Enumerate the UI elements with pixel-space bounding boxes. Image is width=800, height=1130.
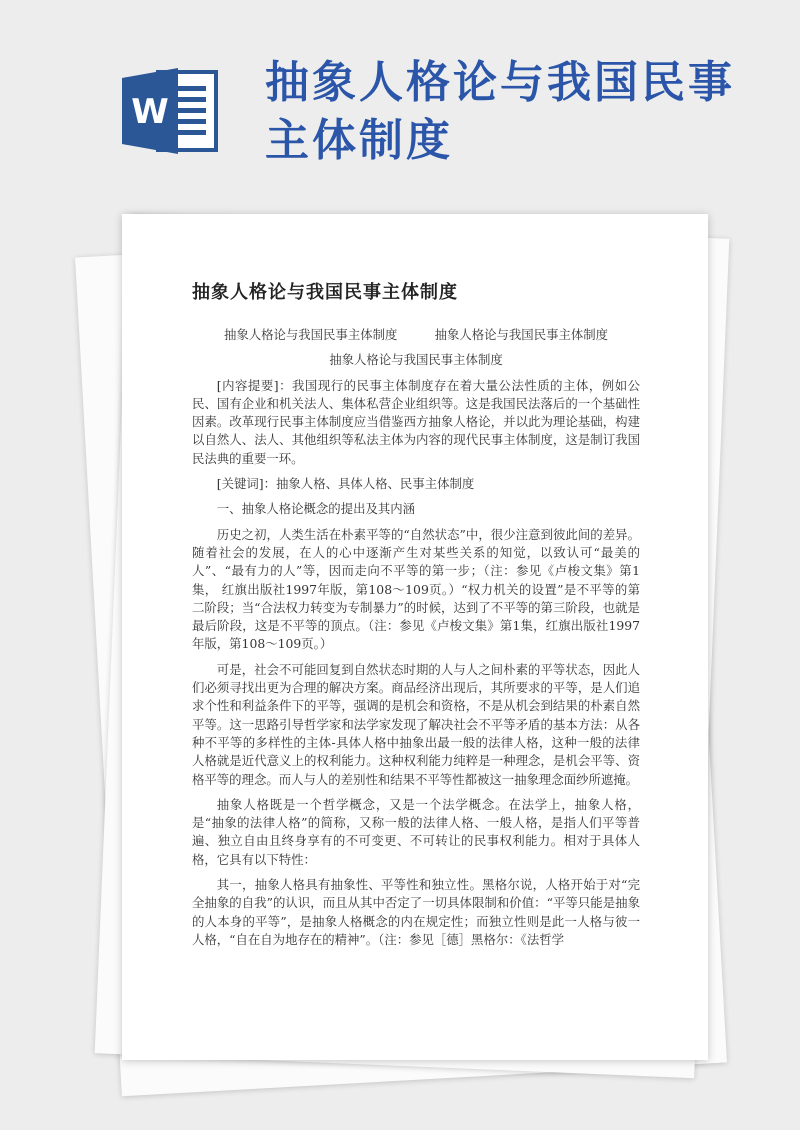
repeat-title-line: 抽象人格论与我国民事主体制度 抽象人格论与我国民事主体制度: [223, 327, 609, 342]
abstract-paragraph: [内容提要]：我国现行的民事主体制度存在着大量公法性质的主体，例如公民、国有企业和机关法人、集体私营企业组织等。这是我国民法落后的一个基础性因素。改革现行民事主体制度应当借鉴西方抽象人格论，并以此为理论基础，构建以自然人、法人、其他组织等私法主体为内容的现代民事主体制度，这是制订我国民法典的重要一环。: [192, 377, 640, 466]
body-paragraph: 抽象人格既是一个哲学概念，又是一个法学概念。在法学上，抽象人格，是“抽象的法律人格”的简称，又称一般的法律人格、一般人格，是指人们平等普遍、独立自由且终身享有的不可变更、不可转让的民事权利能力。相对于具体人格，它具有以下特性：: [192, 796, 640, 867]
body-paragraph: 历史之初，人类生活在朴素平等的“自然状态”中，很少注意到彼此间的差异。随着社会的发展，在人的心中逐渐产生对某些关系的知觉，以致认可“最美的人”、“最有力的人”等，因而走向不平等的第一步；（注：参见《卢梭文集》第1集， 红旗出版社1997年版，第108～109页。）“权力机关的设置”是不平等的第二阶段；当“合法权力转变为专制暴力”的时候，达到了不平等的第三阶段，也就是最后阶段，这是不平等的顶点。（注：参见《卢梭文集》第1集，红旗出版社1997年版，第108～109页。）: [192, 526, 640, 652]
repeat-title-single: 抽象人格论与我国民事主体制度: [329, 352, 503, 368]
word-document-icon: [122, 66, 220, 156]
body-paragraph: 可是，社会不可能回复到自然状态时期的人与人之间朴素的平等状态，因此人们必须寻找出更为合理的解决方案。商品经济出现后，其所要求的平等，是人们追求个性和利益条件下的平等，强调的是机会和资格，不是从机会到结果的朴素自然平等。这一思路引导哲学家和法学家发现了解决社会不平等矛盾的基本方法：从各种不平等的多样性的主体-具体人格中抽象出最一般的法律人格，这种一般的法律人格就是近代意义上的权利能力。这种权利能力纯粹是一种理念，是机会平等、资格平等的理念。而人与人的差别性和结果不平等性都被这一抽象理念面纱所遮掩。: [192, 661, 640, 787]
word-logo-letter: W: [131, 92, 169, 132]
body-paragraph: 其一，抽象人格具有抽象性、平等性和独立性。黑格尔说，人格开始于对“完全抽象的自我”的认识，而且从其中否定了一切具体限制和价值：“平等只能是抽象的人本身的平等”，是抽象人格概念的内在规定性；而独立性则是此一人格与彼一人格，“自在自为地存在的精神”。（注：参见［德］黑格尔：《法哲学: [192, 877, 640, 947]
keywords-line: [关键词]：抽象人格、具体人格、民事主体制度: [216, 476, 475, 492]
page-title: 抽象人格论与我国民事主体制度: [265, 57, 735, 166]
document-page: [122, 214, 708, 1060]
section-heading: 一、抽象人格论概念的提出及其内涵: [216, 501, 416, 517]
document-body: [192, 326, 640, 956]
document-heading: 抽象人格论与我国民事主体制度: [192, 282, 458, 303]
banner-header: [0, 0, 800, 230]
